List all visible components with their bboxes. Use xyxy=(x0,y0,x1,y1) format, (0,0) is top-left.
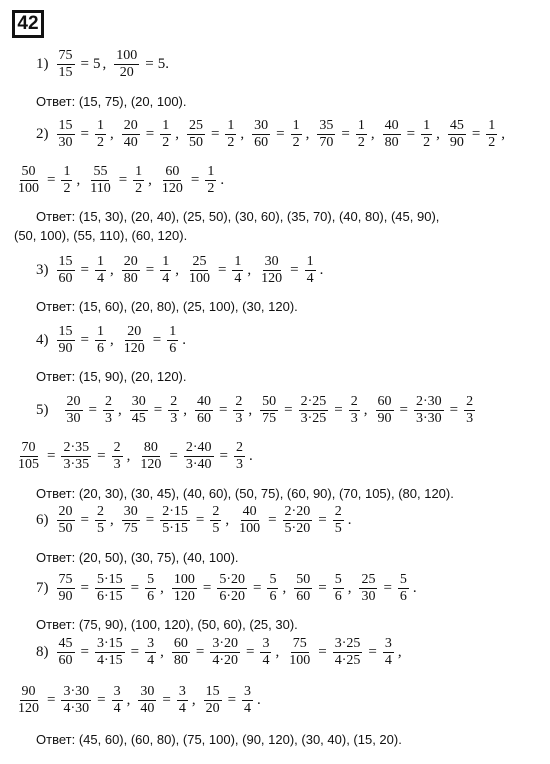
fraction: $\frac{30}{75}$ xyxy=(123,504,138,536)
fraction: $\frac{5\cdot 20}{6\cdot 20}$ xyxy=(219,572,245,604)
fraction: $\frac{3\cdot 20}{4\cdot 20}$ xyxy=(212,636,238,668)
fraction: $\frac{1}{2}$ xyxy=(63,164,71,196)
fraction: $\frac{3\cdot 30}{4\cdot 30}$ xyxy=(63,684,90,716)
fraction: $\frac{1}{6}$ xyxy=(96,324,104,356)
problem-2-line-2: $\frac{50}{100}$ = $\frac{1}{2}$ , $\frac{55}{110}$ = $\frac{1}{2}$ , $\frac{60}{120}$ = $\frac{1}{2}$ . xyxy=(18,164,225,196)
fraction: $\frac{1}{2}$ xyxy=(207,164,215,196)
fraction: $\frac{5}{6}$ xyxy=(334,572,342,604)
fraction: $\frac{2}{5}$ xyxy=(212,504,220,536)
problem-3-line: 3) $\frac{15}{60}$ = $\frac{1}{4}$ , $\frac{20}{80}$ = $\frac{1}{4}$ , $\frac{25}{100}$ = $\frac{1}{4}$ , $\frac{30}{120}$ = $\frac{1}{4}$ . xyxy=(36,254,324,286)
fraction: $\frac{3}{4}$ xyxy=(147,636,155,668)
page-number-badge: 42 xyxy=(12,10,44,38)
answer-4: Ответ: (15, 90), (20, 120). xyxy=(36,369,187,384)
fraction: $\frac{60}{120}$ xyxy=(161,164,183,196)
answer-6: Ответ: (20, 50), (30, 75), (40, 100). xyxy=(36,550,239,565)
fraction: $\frac{30}{120}$ xyxy=(261,254,283,286)
problem-number: 4) xyxy=(36,332,49,348)
fraction: $\frac{60}{90}$ xyxy=(377,394,392,426)
problem-number: 3) xyxy=(36,262,49,278)
fraction: $\frac{2\cdot 40}{3\cdot 40}$ xyxy=(185,440,212,472)
fraction: $\frac{20}{80}$ xyxy=(123,254,138,286)
fraction: $\frac{75}{100}$ xyxy=(289,636,311,668)
problem-4-line: 4) $\frac{15}{90}$ = $\frac{1}{6}$ , $\frac{20}{120}$ = $\frac{1}{6}$ . xyxy=(36,324,186,356)
fraction: $\frac{5}{6}$ xyxy=(147,572,155,604)
fraction: $\frac{3\cdot 25}{4\cdot 25}$ xyxy=(334,636,361,668)
fraction: $\frac{1}{2}$ xyxy=(292,118,300,150)
fraction: $\frac{50}{75}$ xyxy=(262,394,277,426)
fraction: $\frac{3}{4}$ xyxy=(244,684,252,716)
fraction: $\frac{3}{4}$ xyxy=(113,684,121,716)
fraction: $\frac{45}{60}$ xyxy=(58,636,73,668)
fraction: $\frac{5}{6}$ xyxy=(399,572,407,604)
fraction: $\frac{2}{3}$ xyxy=(104,394,112,426)
fraction: $\frac{100}{20}$ xyxy=(116,48,138,80)
fraction: $\frac{75}{15}$ xyxy=(58,48,73,80)
fraction: $\frac{1}{2}$ xyxy=(162,118,170,150)
fraction: $\frac{5\cdot 15}{6\cdot 15}$ xyxy=(96,572,123,604)
fraction: $\frac{1}{2}$ xyxy=(135,164,143,196)
fraction: $\frac{20}{120}$ xyxy=(123,324,145,356)
problem-number: 2) xyxy=(36,126,49,142)
fraction: $\frac{1}{2}$ xyxy=(357,118,365,150)
fraction: $\frac{25}{100}$ xyxy=(188,254,210,286)
fraction: $\frac{40}{60}$ xyxy=(196,394,211,426)
problem-7-line: 7) $\frac{75}{90}$ = $\frac{5\cdot 15}{6\cdot 15}$ = $\frac{5}{6}$ , $\frac{100}{120}$ = $\frac{5\cdot 20}{6\cdot 20}$ = $\frac{5}{6}$ , $\frac{50}{60}$ = $\frac{5}{6}$ , $\frac{25}{30}$ = $\frac{5}{6}$ . xyxy=(36,572,417,604)
fraction: $\frac{2}{3}$ xyxy=(235,440,243,472)
fraction: $\frac{40}{100}$ xyxy=(239,504,261,536)
fraction: $\frac{1}{2}$ xyxy=(227,118,235,150)
fraction: $\frac{90}{120}$ xyxy=(18,684,39,716)
answer-2: Ответ: (15, 30), (20, 40), (25, 50), (30, 60), (35, 70), (40, 80), (45, 90), xyxy=(36,209,440,224)
fraction: $\frac{1}{4}$ xyxy=(162,254,170,286)
fraction: $\frac{1}{2}$ xyxy=(423,118,431,150)
fraction: $\frac{20}{30}$ xyxy=(66,394,81,426)
fraction: $\frac{75}{90}$ xyxy=(58,572,73,604)
problem-number: 5) xyxy=(36,402,49,418)
answer-2-cont: (50, 100), (55, 110), (60, 120). xyxy=(14,228,188,243)
fraction: $\frac{2}{5}$ xyxy=(334,504,342,536)
fraction: $\frac{2\cdot 20}{5\cdot 20}$ xyxy=(284,504,311,536)
fraction: $\frac{25}{50}$ xyxy=(188,118,203,150)
answer-8: Ответ: (45, 60), (60, 80), (75, 100), (90, 120), (30, 40), (15, 20). xyxy=(36,732,402,747)
answer-5: Ответ: (20, 30), (30, 45), (40, 60), (50, 75), (60, 90), (70, 105), (80, 120). xyxy=(36,486,454,501)
answer-1: Ответ: (15, 75), (20, 100). xyxy=(36,94,187,109)
fraction: $\frac{2\cdot 25}{3\cdot 25}$ xyxy=(300,394,327,426)
fraction: $\frac{100}{120}$ xyxy=(173,572,195,604)
fraction: $\frac{30}{60}$ xyxy=(254,118,269,150)
problem-number: 6) xyxy=(36,512,49,528)
fraction: $\frac{1}{4}$ xyxy=(234,254,242,286)
fraction: $\frac{1}{4}$ xyxy=(306,254,314,286)
problem-number: 8) xyxy=(36,644,49,660)
result: 5 xyxy=(92,56,101,72)
fraction: $\frac{40}{80}$ xyxy=(384,118,399,150)
problem-1-line: 1) $\frac{75}{15}$ = 5 , $\frac{100}{20}$ = 5 . xyxy=(36,48,169,80)
problem-5-line-2: $\frac{70}{105}$ = $\frac{2\cdot 35}{3\cdot 35}$ = $\frac{2}{3}$ , $\frac{80}{120}$ = $\frac{2\cdot 40}{3\cdot 40}$ = $\frac{2}{3}$ . xyxy=(18,440,253,472)
fraction: $\frac{5}{6}$ xyxy=(269,572,277,604)
fraction: $\frac{1}{2}$ xyxy=(488,118,496,150)
fraction: $\frac{15}{30}$ xyxy=(58,118,73,150)
fraction: $\frac{50}{100}$ xyxy=(18,164,39,196)
fraction: $\frac{2}{3}$ xyxy=(235,394,243,426)
fraction: $\frac{80}{120}$ xyxy=(140,440,162,472)
fraction: $\frac{1}{4}$ xyxy=(96,254,104,286)
fraction: $\frac{55}{110}$ xyxy=(90,164,111,196)
fraction: $\frac{20}{40}$ xyxy=(123,118,138,150)
result: 5 xyxy=(157,56,166,72)
fraction: $\frac{2}{3}$ xyxy=(113,440,121,472)
fraction: $\frac{2\cdot 30}{3\cdot 30}$ xyxy=(415,394,442,426)
fraction: $\frac{2\cdot 15}{5\cdot 15}$ xyxy=(162,504,188,536)
fraction: $\frac{2}{3}$ xyxy=(170,394,178,426)
problem-number: 1) xyxy=(36,56,49,72)
problem-6-line: 6) $\frac{20}{50}$ = $\frac{2}{5}$ , $\frac{30}{75}$ = $\frac{2\cdot 15}{5\cdot 15}$ = $\frac{2}{5}$ , $\frac{40}{100}$ = $\frac{2\cdot 20}{5\cdot 20}$ = $\frac{2}{5}$ . xyxy=(36,504,352,536)
fraction: $\frac{2\cdot 35}{3\cdot 35}$ xyxy=(63,440,90,472)
fraction: $\frac{3}{4}$ xyxy=(178,684,186,716)
fraction: $\frac{1}{6}$ xyxy=(169,324,177,356)
fraction: $\frac{70}{105}$ xyxy=(18,440,39,472)
fraction: $\frac{3}{4}$ xyxy=(384,636,392,668)
problem-8-line-2: $\frac{90}{120}$ = $\frac{3\cdot 30}{4\cdot 30}$ = $\frac{3}{4}$ , $\frac{30}{40}$ = $\frac{3}{4}$ , $\frac{15}{20}$ = $\frac{3}{4}$ . xyxy=(18,684,261,716)
answer-7: Ответ: (75, 90), (100, 120), (50, 60), (25, 30). xyxy=(36,617,298,632)
problem-8-line-1: 8) $\frac{45}{60}$ = $\frac{3\cdot 15}{4\cdot 15}$ = $\frac{3}{4}$ , $\frac{60}{80}$ = $\frac{3\cdot 20}{4\cdot 20}$ = $\frac{3}{4}$ , $\frac{75}{100}$ = $\frac{3\cdot 25}{4\cdot 25}$ = $\frac{3}{4}$ , xyxy=(36,636,402,668)
fraction: $\frac{15}{90}$ xyxy=(58,324,73,356)
fraction: $\frac{3\cdot 15}{4\cdot 15}$ xyxy=(96,636,123,668)
problem-2-line-1: 2) $\frac{15}{30}$ = $\frac{1}{2}$ , $\frac{20}{40}$ = $\frac{1}{2}$ , $\frac{25}{50}$ = $\frac{1}{2}$ , $\frac{30}{60}$ = $\frac{1}{2}$ , $\frac{35}{70}$ = $\frac{1}{2}$ , $\frac{40}{80}$ = $\frac{1}{2}$ , $\frac{45}{90}$ = $\frac{1}{2}$ , xyxy=(36,118,506,150)
fraction: $\frac{3}{4}$ xyxy=(262,636,270,668)
fraction: $\frac{2}{3}$ xyxy=(466,394,474,426)
fraction: $\frac{2}{3}$ xyxy=(350,394,358,426)
answer-3: Ответ: (15, 60), (20, 80), (25, 100), (30, 120). xyxy=(36,299,298,314)
fraction: $\frac{25}{30}$ xyxy=(361,572,376,604)
fraction: $\frac{30}{40}$ xyxy=(140,684,155,716)
fraction: $\frac{50}{60}$ xyxy=(296,572,311,604)
fraction: $\frac{2}{5}$ xyxy=(96,504,104,536)
fraction: $\frac{35}{70}$ xyxy=(319,118,334,150)
fraction: $\frac{15}{20}$ xyxy=(205,684,220,716)
fraction: $\frac{45}{90}$ xyxy=(449,118,464,150)
fraction: $\frac{30}{45}$ xyxy=(131,394,146,426)
fraction: $\frac{60}{80}$ xyxy=(173,636,188,668)
fraction: $\frac{15}{60}$ xyxy=(58,254,73,286)
problem-5-line-1: 5) $\frac{20}{30}$ = $\frac{2}{3}$ , $\frac{30}{45}$ = $\frac{2}{3}$ , $\frac{40}{60}$ = $\frac{2}{3}$ , $\frac{50}{75}$ = $\frac{2\cdot 25}{3\cdot 25}$ = $\frac{2}{3}$ , $\frac{60}{90}$ = $\frac{2\cdot 30}{3\cdot 30}$ = $\frac{2}{3}$ xyxy=(36,394,474,426)
problem-number: 7) xyxy=(36,580,49,596)
fraction: $\frac{1}{2}$ xyxy=(96,118,104,150)
fraction: $\frac{20}{50}$ xyxy=(58,504,73,536)
